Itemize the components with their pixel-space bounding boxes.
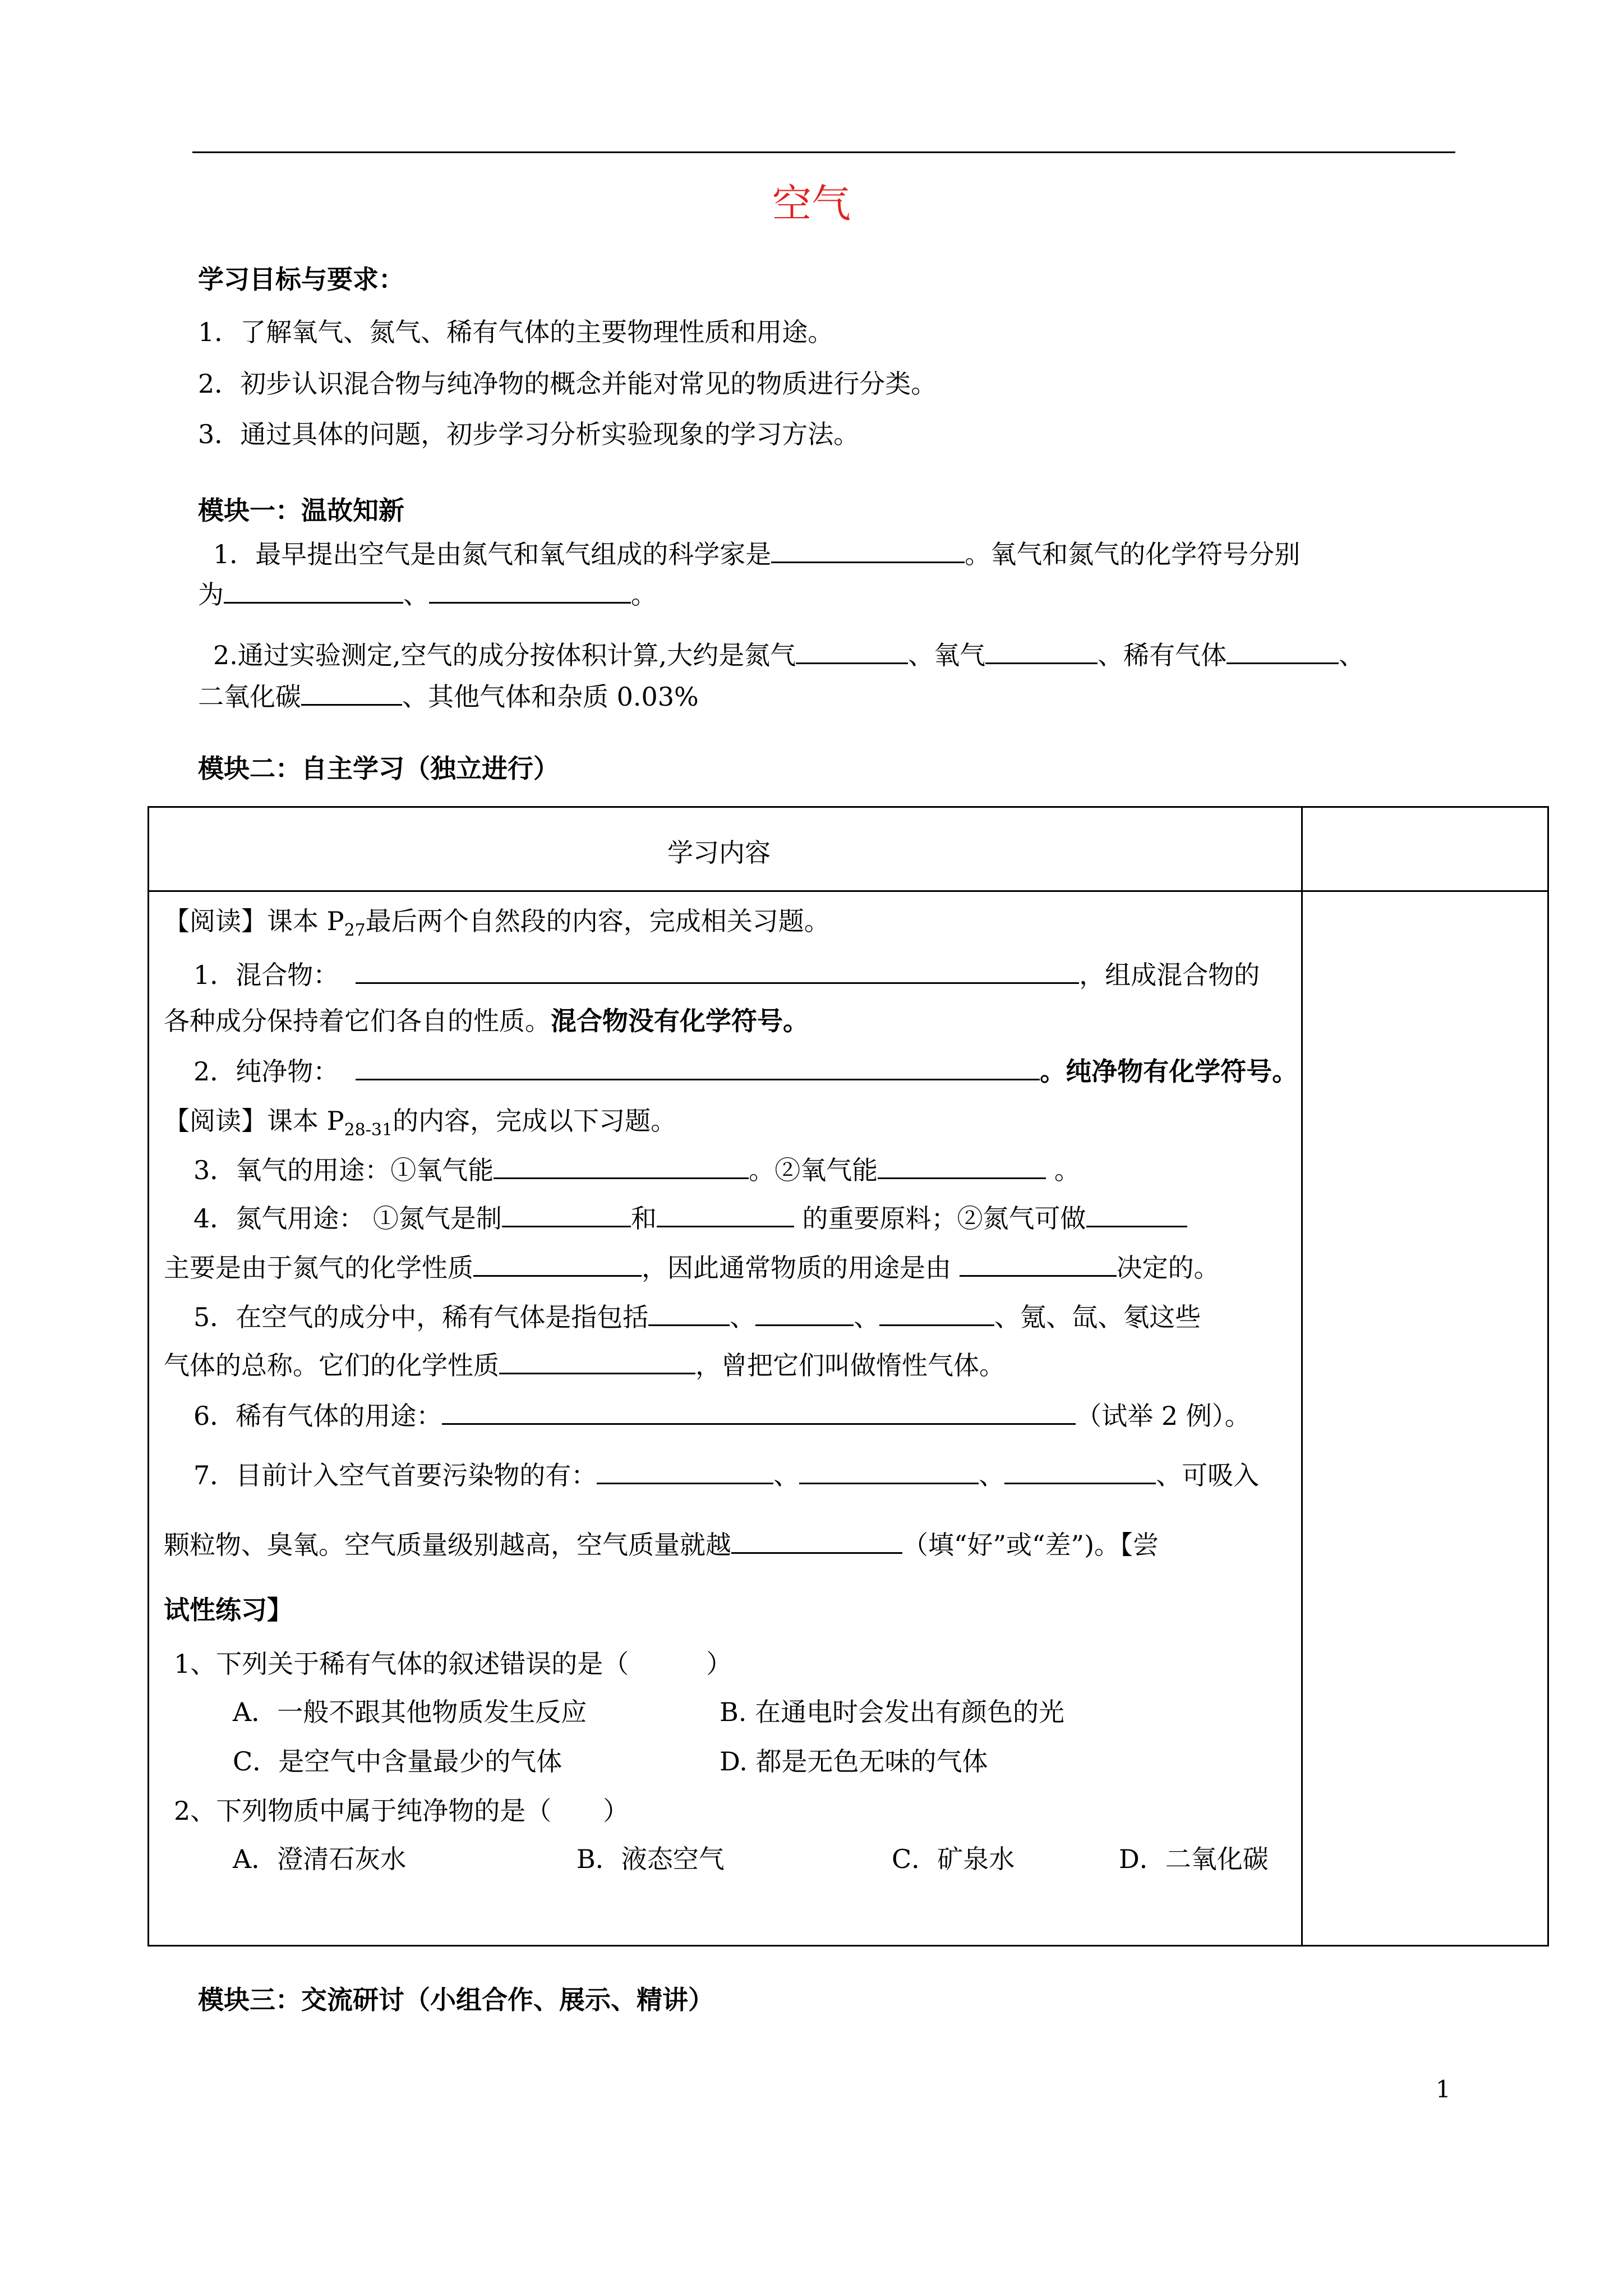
q1-blank-oxygen-symbol[interactable]: [224, 578, 403, 604]
item4-label: 4．氮气用途： ①氮气是制: [193, 1203, 502, 1234]
header-rule: [192, 151, 1455, 153]
item5-line2: 气体的总称。它们的化学性质: [164, 1350, 499, 1381]
q2-comma: 、: [1339, 640, 1365, 670]
item7-sep-2: 、: [979, 1460, 1005, 1490]
exercise-2-option-b[interactable]: B．液态空气: [577, 1844, 725, 1874]
item4-line2: 主要是由于氮气的化学性质: [164, 1253, 473, 1283]
item1-label: 1．混合物：: [193, 960, 339, 990]
item3-label: 3．氧气的用途：①氧气能: [193, 1155, 494, 1185]
q2-noble: 、稀有气体: [1098, 640, 1227, 670]
exercise-1-option-b[interactable]: B. 在通电时会发出有颜色的光: [720, 1697, 1065, 1727]
exercise-2-option-c[interactable]: C．矿泉水: [892, 1844, 1015, 1874]
item6-end: （试举 2 例）。: [1076, 1401, 1251, 1431]
item5-end: 、氪、氙、氡这些: [994, 1302, 1201, 1332]
item7-blank-4[interactable]: [731, 1529, 902, 1554]
item5-sep-1: 、: [730, 1302, 756, 1332]
objective-1: 1．了解氧气、氮气、稀有气体的主要物理性质和用途。: [198, 317, 834, 347]
item-7-line2: [164, 1528, 1159, 1562]
q1-end: 。: [631, 579, 657, 610]
item-2: [193, 1055, 1298, 1088]
exercise-1-question: 1、下列关于稀有气体的叙述错误的是（ ）: [174, 1649, 732, 1679]
item5-blank-2[interactable]: [755, 1301, 854, 1326]
q1-blank-scientist[interactable]: [771, 538, 965, 563]
item4-blank-3[interactable]: [1086, 1202, 1187, 1227]
q2-blank-co2[interactable]: [301, 680, 402, 706]
item-1-line2: [164, 1004, 809, 1038]
q1-sep: 、: [403, 579, 429, 610]
read1-text-2: 最后两个自然段的内容，完成相关习题。: [365, 906, 830, 936]
item6-blank[interactable]: [442, 1400, 1076, 1425]
item4-mid: 的重要原料；②氮气可做: [794, 1203, 1086, 1234]
item5-sep-2: 、: [854, 1302, 880, 1332]
read-1: [164, 904, 830, 947]
read2-text-2: 的内容，完成以下习题。: [393, 1106, 677, 1136]
objectives-heading: 学习目标与要求：: [198, 264, 404, 295]
module3-heading: 模块三：交流研讨（小组合作、展示、精讲）: [198, 1985, 714, 2015]
q2-blank-noble-gas[interactable]: [1227, 639, 1339, 664]
item2-label: 2．纯净物：: [193, 1056, 339, 1087]
item1-blank-mixture[interactable]: [356, 959, 1079, 984]
item-5-line2: [164, 1349, 1005, 1382]
item7-blank-2[interactable]: [799, 1459, 979, 1484]
item7-line2-end: （填“好”或“差”)。【尝: [902, 1530, 1159, 1560]
item3-blank-1[interactable]: [494, 1154, 749, 1179]
exercise-1-option-c[interactable]: C．是空气中含量最少的气体: [233, 1746, 562, 1777]
item5-blank-1[interactable]: [648, 1301, 730, 1326]
module1-q2-line1: [213, 638, 1364, 672]
item4-line2-end: 决定的。: [1116, 1253, 1220, 1283]
item3-end: 。: [1046, 1155, 1080, 1185]
item4-and: 和: [630, 1203, 657, 1234]
q2-blank-nitrogen[interactable]: [796, 639, 908, 664]
item4-line2-mid: ，因此通常物质的用途是由: [642, 1253, 960, 1283]
item3-blank-2[interactable]: [878, 1154, 1046, 1179]
item-5-line1: [193, 1300, 1201, 1334]
q2-oxygen: 、氧气: [908, 640, 986, 670]
read2-pages: 28-31: [344, 1120, 393, 1140]
item-7-line1: [193, 1458, 1259, 1492]
exercise-1-option-a[interactable]: A．一般不跟其他物质发生反应: [233, 1697, 587, 1727]
item-4-line2: [164, 1251, 1220, 1285]
exercise-2-option-d[interactable]: D．二氧化碳: [1119, 1844, 1269, 1874]
item-6: [193, 1399, 1251, 1433]
item3-mid: 。②氧气能: [749, 1155, 878, 1185]
item5-line2-end: ，曾把它们叫做惰性气体。: [695, 1350, 1005, 1381]
table-column-divider: [1301, 806, 1303, 1945]
module1-q2-line2: [198, 680, 699, 714]
item5-blank-4[interactable]: [499, 1349, 695, 1374]
exercise-2-option-a[interactable]: A．澄清石灰水: [233, 1844, 407, 1874]
item4-blank-1[interactable]: [502, 1202, 631, 1227]
item-4-line1: [193, 1202, 1187, 1235]
module2-heading: 模块二：自主学习（独立进行）: [198, 753, 559, 784]
item4-blank-2[interactable]: [657, 1202, 794, 1227]
item4-blank-4[interactable]: [473, 1251, 642, 1277]
page-number: 1: [1436, 2076, 1451, 2103]
item-1-line1: [193, 958, 1260, 992]
practice-heading: 试性练习】: [164, 1595, 293, 1625]
item7-line2: 颗粒物、臭氧。空气质量级别越高，空气质量就越: [164, 1530, 731, 1560]
objective-2: 2．初步认识混合物与纯净物的概念并能对常见的物质进行分类。: [198, 369, 937, 399]
q1-blank-nitrogen-symbol[interactable]: [429, 578, 631, 604]
item7-sep-1: 、: [773, 1460, 800, 1490]
item7-blank-3[interactable]: [1004, 1459, 1156, 1484]
read1-text: 【阅读】课本 P: [164, 906, 344, 936]
item4-blank-5[interactable]: [960, 1251, 1117, 1277]
read1-page: 27: [344, 921, 366, 940]
q2-line2-end: 、其他气体和杂质 0.03%: [402, 682, 699, 712]
item7-end: 、可吸入: [1156, 1460, 1260, 1490]
page-title: 空气: [772, 181, 851, 227]
q1-text: 1．最早提出空气是由氮气和氧气组成的科学家是: [213, 539, 772, 569]
item5-blank-3[interactable]: [879, 1301, 994, 1326]
module1-heading: 模块一：温故知新: [198, 495, 404, 526]
item6-label: 6．稀有气体的用途：: [193, 1401, 442, 1431]
exercise-1-option-d[interactable]: D. 都是无色无味的气体: [720, 1746, 988, 1777]
q1-line2-start: 为: [198, 579, 224, 610]
item2-blank-pure[interactable]: [356, 1055, 1040, 1080]
q2-text: 2.通过实验测定,空气的成分按体积计算,大约是氮气: [213, 640, 796, 670]
q2-line2-start: 二氧化碳: [198, 682, 301, 712]
item1-end: ，组成混合物的: [1079, 960, 1260, 990]
module1-q1-line1: [213, 537, 1300, 571]
q1-text-2: 。氧气和氮气的化学符号分别: [965, 539, 1301, 569]
item2-bold: 。纯净物有化学符号。: [1040, 1056, 1298, 1087]
read2-text: 【阅读】课本 P: [164, 1106, 344, 1136]
item7-blank-1[interactable]: [597, 1459, 773, 1484]
exercise-2-question: 2、下列物质中属于纯净物的是（ ）: [174, 1796, 629, 1826]
table-header: 学习内容: [667, 838, 771, 868]
table-header-divider: [147, 890, 1547, 892]
item5-label: 5．在空气的成分中，稀有气体是指包括: [193, 1302, 649, 1332]
objective-3: 3．通过具体的问题，初步学习分析实验现象的学习方法。: [198, 419, 860, 449]
module1-q1-line2: [198, 578, 657, 611]
item1-bold: 混合物没有化学符号。: [551, 1006, 809, 1036]
item-3: [193, 1153, 1080, 1187]
item7-label: 7．目前计入空气首要污染物的有：: [193, 1460, 597, 1490]
item1-line2: 各种成分保持着它们各自的性质。: [164, 1006, 551, 1036]
q2-blank-oxygen[interactable]: [985, 639, 1098, 664]
read-2: [164, 1104, 676, 1147]
